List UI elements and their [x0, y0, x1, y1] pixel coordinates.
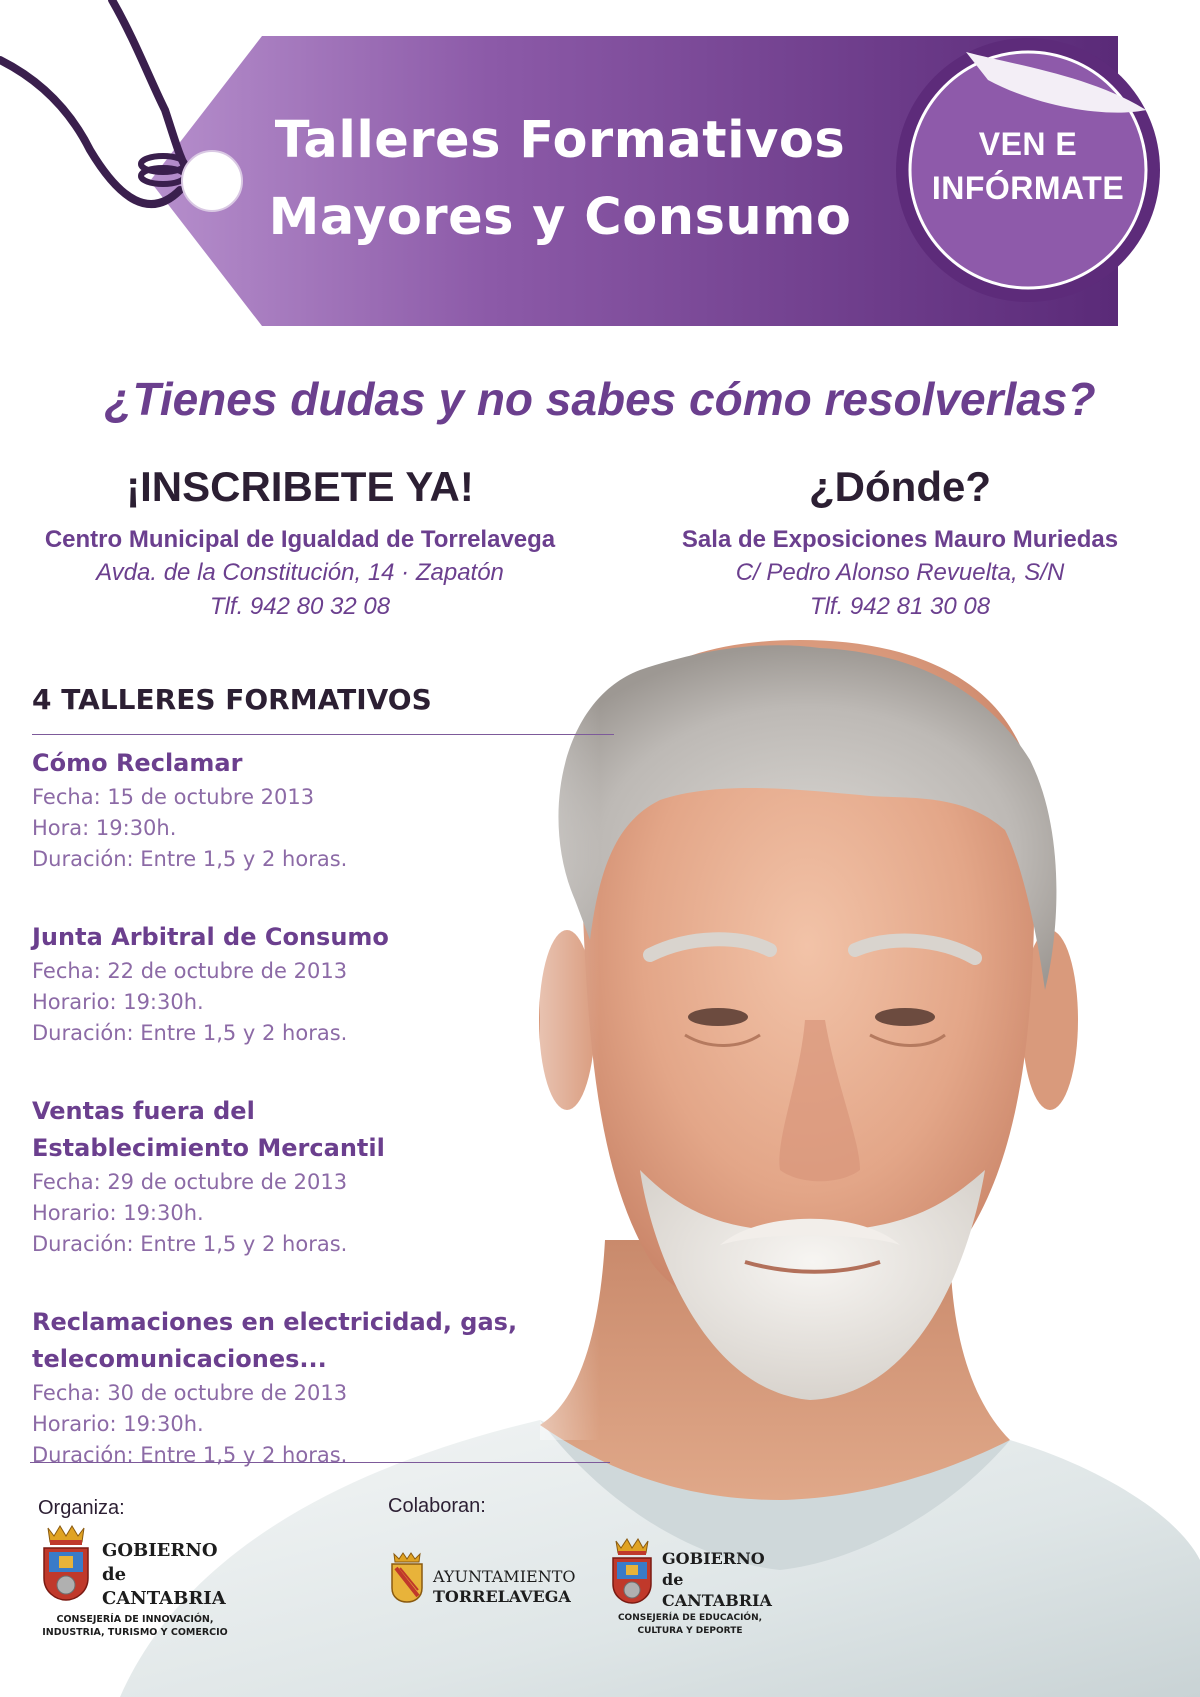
workshop-time: Horario: 19:30h.	[32, 1201, 204, 1225]
logo1-name	[102, 1539, 226, 1611]
logo1-department	[30, 1613, 240, 1639]
organiza-label: Organiza:	[38, 1497, 125, 1519]
banner-title	[240, 102, 880, 256]
logo3-line3: CANTABRIA	[662, 1591, 772, 1610]
workshop-time: Horario: 19:30h.	[32, 1412, 204, 1436]
workshop-duration: Duración: Entre 1,5 y 2 horas.	[32, 1021, 348, 1045]
logo3-line2: de	[662, 1570, 684, 1589]
logo2-line1: AYUNTAMIENTO	[433, 1567, 576, 1586]
workshop-title: Cómo Reclamar	[32, 749, 243, 777]
workshop-duration: Duración: Entre 1,5 y 2 horas.	[32, 1232, 348, 1256]
colaboran-label: Colaboran:	[388, 1495, 486, 1517]
cantabria-coat-of-arms-icon	[610, 1536, 654, 1606]
location-venue: Sala de Exposiciones Mauro Muriedas	[681, 526, 1119, 553]
workshop-item	[32, 919, 612, 1049]
logo1-sub1: CONSEJERÍA DE INNOVACIÓN,	[56, 1614, 214, 1625]
workshop-title: Ventas fuera del	[32, 1097, 255, 1125]
workshops-heading: 4 TALLERES FORMATIVOS	[32, 680, 614, 735]
logo3-line1: GOBIERNO	[662, 1549, 765, 1568]
logo1-sub2: INDUSTRIA, TURISMO Y COMERCIO	[42, 1627, 228, 1638]
location-address: C/ Pedro Alonso Revuelta, S/N	[735, 559, 1065, 586]
location-info	[600, 462, 1200, 624]
workshop-time: Hora: 19:30h.	[32, 816, 177, 840]
workshop-date: Fecha: 29 de octubre de 2013	[32, 1170, 348, 1194]
workshop-date: Fecha: 15 de octubre 2013	[32, 785, 315, 809]
badge-line1: VEN E	[978, 126, 1078, 162]
signup-heading: ¡INSCRIBETE YA!	[126, 463, 474, 510]
workshop-title: Junta Arbitral de Consumo	[32, 923, 389, 951]
banner-title-line1: Talleres Formativos	[274, 111, 846, 170]
workshops-divider	[30, 1462, 610, 1463]
workshop-item	[32, 745, 612, 875]
workshop-title: Reclamaciones en electricidad, gas,	[32, 1308, 518, 1336]
logo3-name	[662, 1548, 772, 1611]
workshop-item	[32, 1093, 612, 1260]
logo1-line1: GOBIERNO	[102, 1540, 218, 1561]
cantabria-coat-of-arms-icon	[40, 1522, 92, 1602]
logo3-department	[600, 1612, 780, 1638]
signup-address: Avda. de la Constitución, 14 · Zapatón	[96, 559, 504, 586]
logo2-line2: TORRELAVEGA	[433, 1587, 571, 1606]
info-badge	[918, 122, 1138, 210]
logo2-name	[433, 1567, 575, 1607]
workshop-time: Horario: 19:30h.	[32, 990, 204, 1014]
logo3-sub2: CULTURA Y DEPORTE	[637, 1626, 743, 1636]
logo1-line2: de	[102, 1564, 127, 1585]
signup-venue: Centro Municipal de Igualdad de Torrelavega	[44, 526, 556, 553]
workshop-title-continued: telecomunicaciones...	[32, 1345, 327, 1373]
badge-line2: INFÓRMATE	[931, 170, 1125, 206]
banner-title-line2: Mayores y Consumo	[268, 188, 852, 247]
workshop-title-continued: Establecimiento Mercantil	[32, 1134, 385, 1162]
workshop-date: Fecha: 30 de octubre de 2013	[32, 1381, 348, 1405]
signup-phone: Tlf. 942 80 32 08	[209, 593, 391, 620]
workshop-item	[32, 1304, 612, 1471]
torrelavega-shield-icon	[390, 1552, 424, 1604]
workshop-duration: Duración: Entre 1,5 y 2 horas.	[32, 847, 348, 871]
logo1-line3: CANTABRIA	[102, 1588, 226, 1609]
workshop-date: Fecha: 22 de octubre de 2013	[32, 959, 348, 983]
logo3-sub1: CONSEJERÍA DE EDUCACIÓN,	[617, 1613, 763, 1623]
signup-info	[0, 462, 600, 624]
workshop-duration: Duración: Entre 1,5 y 2 horas.	[32, 1443, 348, 1467]
location-heading: ¿Dónde?	[809, 463, 991, 510]
location-phone: Tlf. 942 81 30 08	[809, 593, 991, 620]
workshop-list	[32, 680, 612, 1471]
question-headline: ¿Tienes dudas y no sabes cómo resolverlas?	[104, 373, 1096, 425]
